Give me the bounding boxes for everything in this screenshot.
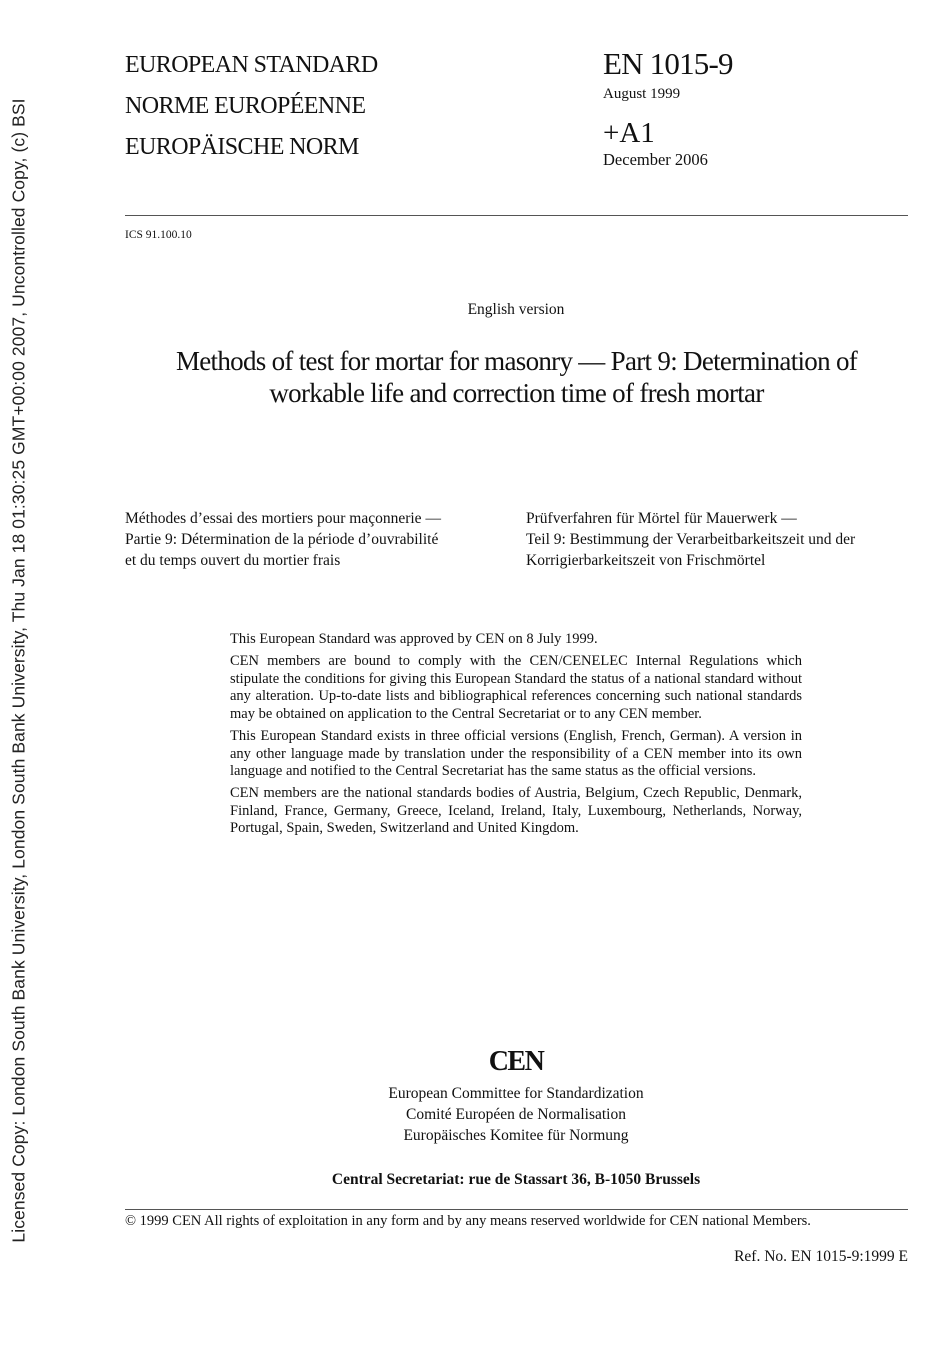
cen-name-en: European Committee for Standardization	[388, 1085, 644, 1102]
amendment-date: December 2006	[603, 150, 708, 169]
approval-paragraph: This European Standard was approved by CEN on 8 July 1999.	[230, 631, 598, 647]
header-divider	[125, 215, 908, 216]
standard-name-de: EUROPÄISCHE NORM	[125, 134, 359, 160]
approval-paragraph: This European Standard exists in three official versions (English, French, German). A version in any other language made by translation under the responsibility of a CEN member into its own language and notified to the Central Secretariat has the same status as the official versions.	[230, 727, 802, 780]
german-title-line: Teil 9: Bestimmung der Verarbeitbarkeitszeit und der	[526, 531, 856, 548]
french-title-line: Partie 9: Détermination de la période d’ouvrabilité	[125, 531, 439, 548]
german-title-line: Prüfverfahren für Mörtel für Mauerwerk —	[526, 510, 797, 527]
standard-number: EN 1015-9	[603, 46, 733, 81]
standard-name-en: EUROPEAN STANDARD	[125, 52, 378, 78]
approval-paragraph: CEN members are the national standards bodies of Austria, Belgium, Czech Republic, Denmark, Finland, France, Germany, Greece, Iceland, Ireland, Italy, Luxembourg, Netherlands, Norway, Portugal, Spain, Sweden, Switzerland and United Kingdom.	[230, 785, 802, 837]
cen-name-fr: Comité Européen de Normalisation	[406, 1106, 626, 1123]
standard-name-fr: NORME EUROPÉENNE	[125, 93, 366, 119]
footer-divider	[125, 1209, 908, 1210]
german-title	[526, 508, 855, 571]
document-title	[125, 345, 908, 409]
title-line: workable life and correction time of fresh mortar	[269, 378, 764, 408]
german-title-line: Korrigierbarkeitszeit von Frischmörtel	[526, 552, 766, 569]
french-title-line: Méthodes d’essai des mortiers pour maçonnerie —	[125, 510, 441, 527]
ics-code: ICS 91.100.10	[125, 229, 192, 241]
copyright-notice: © 1999 CEN All rights of exploitation in any form and by any means reserved worldwide for CEN national Members.	[125, 1213, 811, 1229]
title-line: Methods of test for mortar for masonry — Part 9: Determination of	[175, 346, 858, 376]
approval-text	[230, 631, 802, 843]
cen-names	[0, 1083, 950, 1146]
standard-names	[125, 45, 378, 168]
version-label: English version	[467, 301, 565, 318]
amendment-number: +A1	[603, 117, 655, 149]
approval-paragraph: CEN members are bound to comply with the CEN/CENELEC Internal Regulations which stipulate the conditions for giving this European Standard the status of a national standard without any alteration. Up-to-date lists and bibliographical references concerning such national standards may be obtained on application to the Central Secretariat or to any CEN member.	[230, 653, 802, 722]
central-secretariat-address: Central Secretariat: rue de Stassart 36, B-1050 Brussels	[331, 1171, 701, 1188]
cen-name-de: Europäisches Komitee für Normung	[403, 1127, 629, 1144]
french-title	[125, 508, 441, 571]
standard-date: August 1999	[603, 86, 681, 102]
cen-logo: CEN	[488, 1046, 544, 1077]
reference-number: Ref. No. EN 1015-9:1999 E	[734, 1248, 908, 1265]
license-watermark-text: Licensed Copy: London South Bank University, London South Bank University, Thu Jan 18 01:30:25 GMT+00:00 2007, Uncontrolled Copy, (c) BSI	[8, 97, 29, 1243]
french-title-line: et du temps ouvert du mortier frais	[125, 552, 341, 569]
